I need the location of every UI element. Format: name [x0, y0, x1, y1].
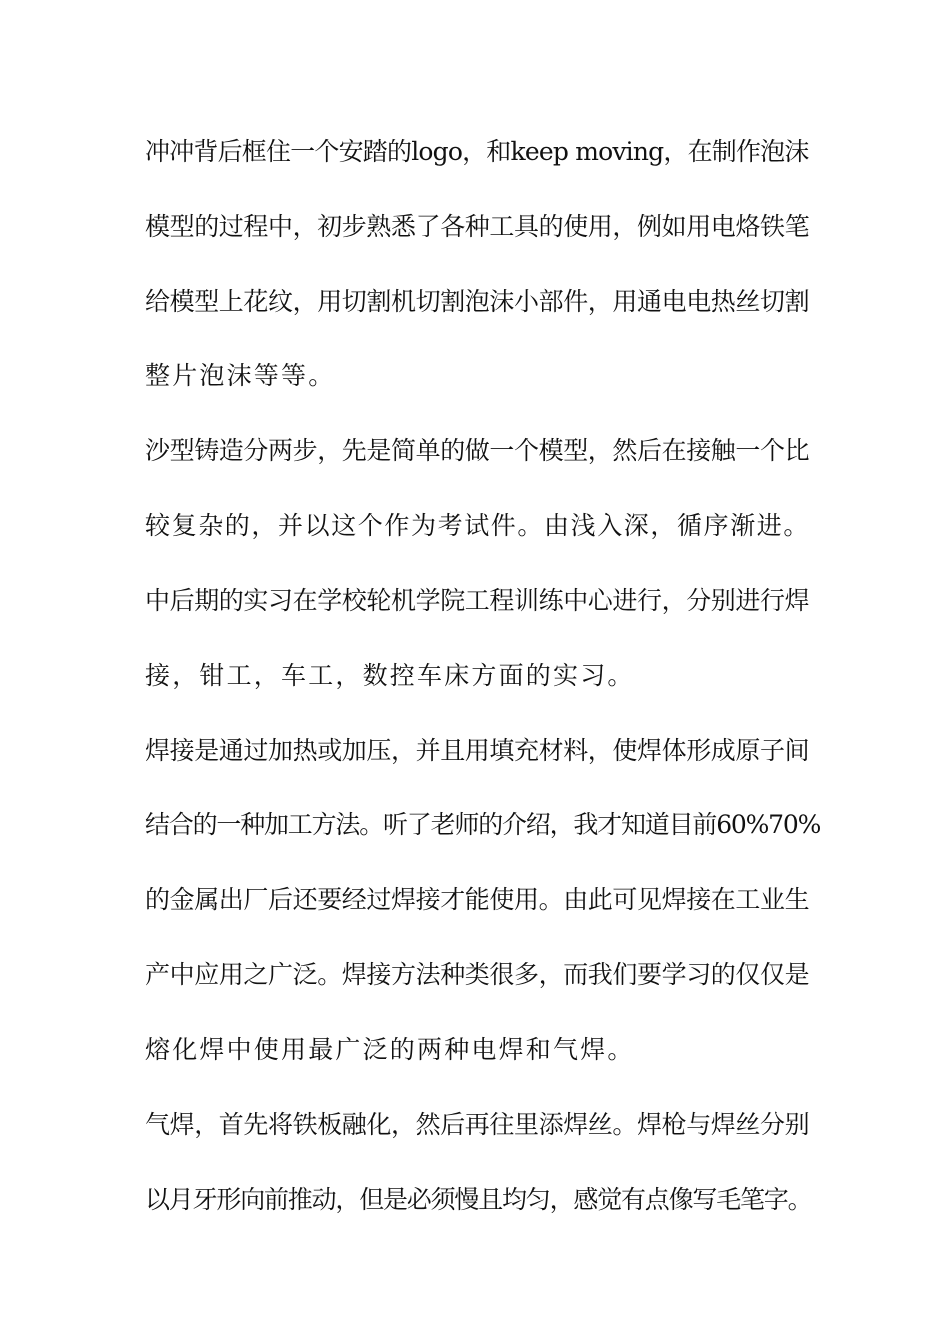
text-line: 气焊，首先将铁板融化，然后再往里添焊丝。焊枪与焊丝分别 [145, 1110, 810, 1139]
text-line: 产中应用之广泛。焊接方法种类很多，而我们要学习的仅仅是 [145, 960, 810, 989]
text-line: 熔化焊中使用最广泛的两种电焊和气焊。 [145, 1035, 635, 1064]
text-line: 给模型上花纹，用切割机切割泡沫小部件，用通电电热丝切割 [145, 287, 810, 316]
text-line: 结合的一种加工方法。听了老师的介绍，我才知道目前60%70% [145, 810, 821, 839]
text-line: 沙型铸造分两步，先是简单的做一个模型，然后在接触一个比 [145, 436, 810, 465]
text-line: 接，钳工，车工，数控车床方面的实习。 [145, 661, 635, 690]
text-line: 中后期的实习在学校轮机学院工程训练中心进行，分别进行焊 [145, 586, 810, 615]
text-line: 以月牙形向前推动，但是必须慢且均匀，感觉有点像写毛笔字。 [145, 1185, 812, 1214]
text-line: 的金属出厂后还要经过焊接才能使用。由此可见焊接在工业生 [145, 885, 810, 914]
text-line: 焊接是通过加热或加压，并且用填充材料，使焊体形成原子间 [145, 736, 810, 765]
text-line: 较复杂的，并以这个作为考试件。由浅入深，循序渐进。 [145, 511, 811, 540]
text-line: 模型的过程中，初步熟悉了各种工具的使用，例如用电烙铁笔 [145, 212, 810, 241]
text-line: 冲冲背后框住一个安踏的logo，和keep moving，在制作泡沫 [145, 137, 809, 166]
text-line: 整片泡沫等等。 [145, 361, 336, 390]
